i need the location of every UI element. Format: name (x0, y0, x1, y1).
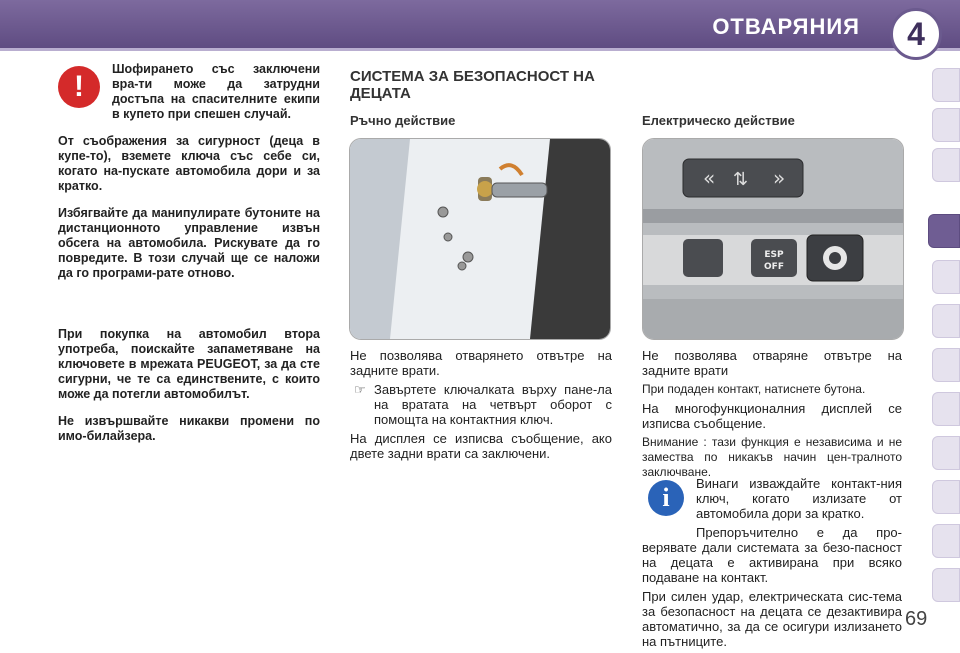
page-number: 69 (905, 608, 928, 630)
chapter-side-tabs (928, 68, 960, 608)
side-tab[interactable] (932, 524, 960, 558)
manual-description (350, 348, 612, 465)
exclamation-warning-icon: ! (58, 66, 100, 108)
manual-text: Не позволява отварянето отвътре на задните врати. (350, 348, 612, 378)
svg-text:»: » (773, 166, 786, 190)
manual-text: На дисплея се изписва съобщение, ако двете задни врати са заключени. (350, 431, 612, 461)
side-tab-active[interactable] (928, 214, 960, 248)
chapter-number-badge: 4 (890, 8, 942, 60)
info-text: При силен удар, електрическата сис-тема за безопасност на децата се дезактивира автоматично, за да се осигури излизането на пътниците. (642, 589, 902, 649)
svg-text:OFF: OFF (764, 262, 784, 272)
electric-text: На многофункционалния дисплей се изписва съобщение. (642, 401, 902, 431)
svg-text:⇅: ⇅ (733, 169, 749, 190)
manual-subtitle: Ръчно действие (350, 113, 456, 128)
info-text: Винаги изваждайте контакт-ния ключ, когато излизате от автомобила дори за кратко. (696, 476, 902, 521)
electric-text: При подаден контакт, натиснете бутона. (642, 382, 866, 396)
side-tab[interactable] (932, 392, 960, 426)
side-tab[interactable] (932, 304, 960, 338)
electric-description (642, 348, 902, 484)
manual-bullet (350, 382, 612, 427)
side-tab[interactable] (932, 108, 960, 142)
pointing-hand-icon: ☞ (354, 382, 366, 397)
dashboard-buttons-illustration (643, 139, 903, 339)
left-notes-column (58, 62, 320, 456)
electric-subtitle: Електрическо действие (642, 113, 795, 128)
side-tab[interactable] (932, 568, 960, 602)
header-divider (0, 48, 960, 51)
side-tab[interactable] (932, 148, 960, 182)
section-title: СИСТЕМА ЗА БЕЗОПАСНОСТ НА ДЕЦАТА (350, 68, 595, 102)
manual-bullet-text: Завъртете ключалката върху пане-ла на вратата на четвърт оборот с помощта на контактния ключ. (374, 382, 612, 427)
warning-paragraph: Шофирането със заключени вра-ти може да затрудни достъпа на спасителните екипи в купето при спешен случай. (112, 62, 320, 121)
info-text: Препоръчително е да про-верявате дали системата за безо-пасност на децата е активирана при всяко подаване на контакт. (642, 525, 902, 585)
note-paragraph: От съображения за сигурност (деца в купе-то), вземете ключа със себе си, когато на-пускате автомобила дори и за кратко. (58, 134, 320, 193)
side-tab[interactable] (932, 260, 960, 294)
note-paragraph: Избягвайте да манипулирате бутоните на дистанционното управление извън обсега на автомобила. Рискувате да го повредите. В този случай ще се наложи да го програми-рате отново. (58, 206, 320, 280)
information-icon: i (648, 480, 684, 516)
note-paragraph: При покупка на автомобил втора употреба, поискайте запаметяване на ключовете в мрежата PEUGEOT, за да сте сигурни, че те са единствените, с които може да потегли автомобилът. (58, 327, 320, 401)
electric-text: Не позволява отваряне отвътре на задните врати (642, 348, 902, 378)
dashboard-buttons-photo (642, 138, 904, 340)
electric-text: Внимание : тази функция е независима и не замества по никакъв начин цен-тралното заключване. (642, 435, 902, 479)
side-tab[interactable] (932, 480, 960, 514)
note-paragraph: Не извършвайте никакви промени по имо-билайзера. (58, 414, 320, 443)
door-lock-illustration (350, 139, 610, 339)
side-tab[interactable] (932, 348, 960, 382)
svg-text:«: « (703, 166, 716, 190)
side-tab[interactable] (932, 68, 960, 102)
info-box (642, 476, 902, 653)
chapter-title: ОТВАРЯНИЯ (712, 14, 860, 39)
svg-text:ESP: ESP (764, 250, 784, 260)
door-lock-photo (349, 138, 611, 340)
side-tab[interactable] (932, 436, 960, 470)
